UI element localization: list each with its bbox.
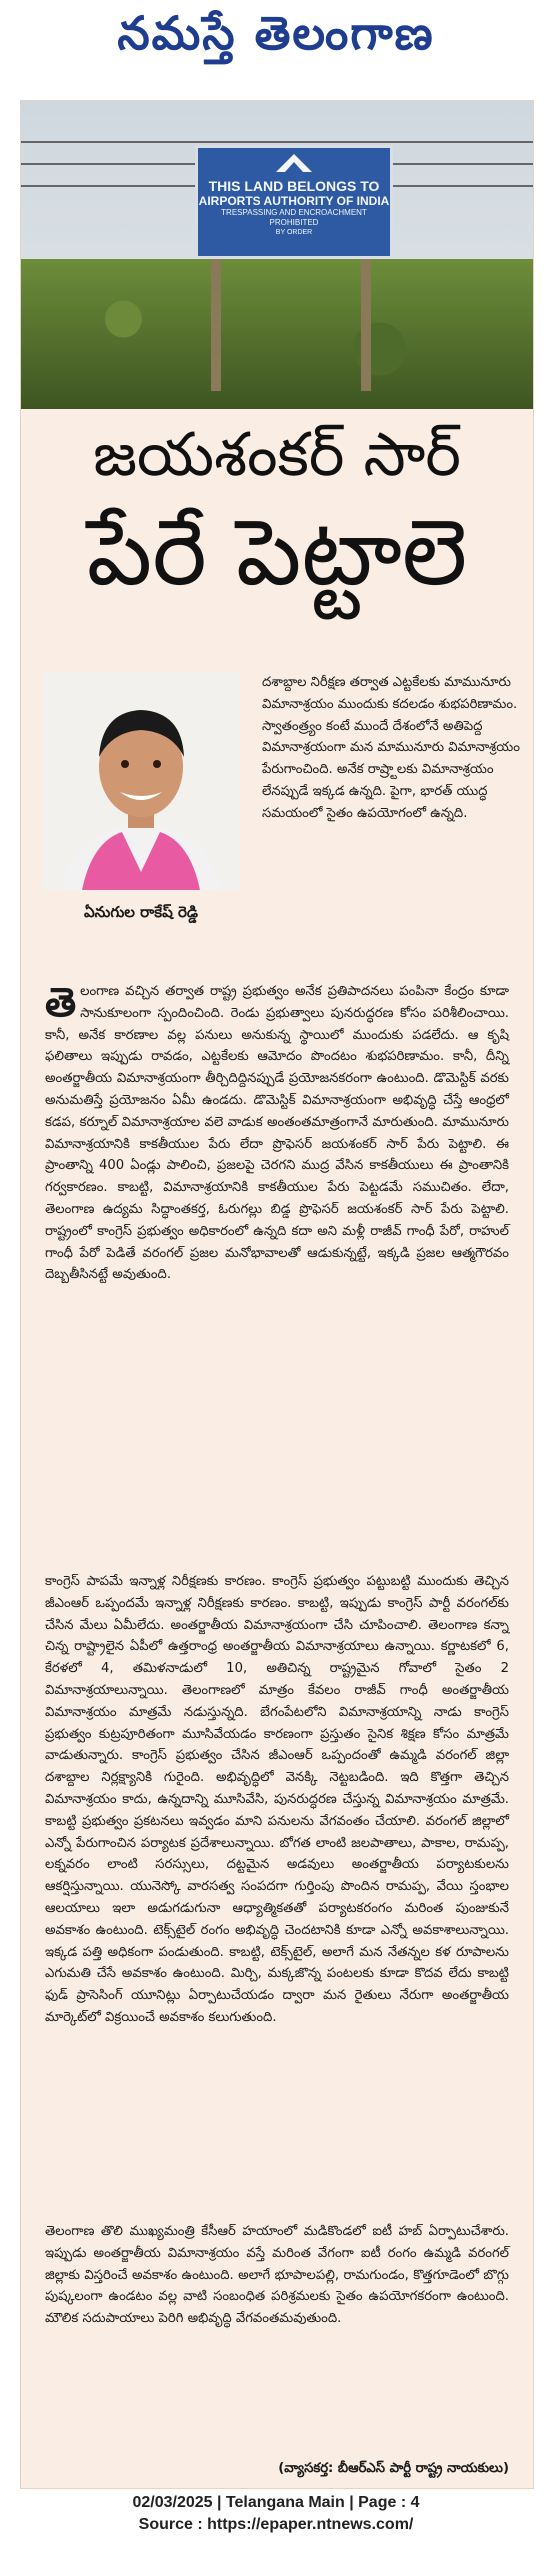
sign-line-4: BY ORDER (275, 229, 313, 236)
source-link[interactable]: Source : https://epaper.ntnews.com/ (138, 2516, 414, 2533)
headline-line-1: జయశంకర్ సార్ (93, 420, 461, 490)
edition-info: 02/03/2025 | Telangana Main | Page : 4 (132, 2494, 420, 2511)
author-byline: ఏనుగుల రాకేష్ రెడ్డి (83, 903, 199, 921)
pull-quote: దశాబ్దాల నిరీక్షణ తర్వాత ఎట్టకేలకు మామునూరు విమానాశ్రయం ముందుకు కదలడం శుభపరిణామం. స్వాతంత్ర్యం కంటే ముందే దేశంలోనే అతిపెద్ద విమానాశ్రయంగా మన మామునూరు విమానాశ్రయం పేరుగాంచింది. అనేక రాష్ర్టాలకు విమానాశ్రయం లేనప్పుడే ఇక్కడ ఉన్నది. పైగా, భారత్ యుద్ధ సమయంలో సైతం ఉపయోగంలో ఉన్నది. (262, 675, 520, 821)
grass-bushes (21, 259, 533, 409)
author-portrait-illustration (42, 672, 240, 890)
paragraph-text: లంగాణ వచ్చిన తర్వాత రాష్ట్ర ప్రభుత్వం అనేక ప్రతిపాదనలు పంపినా కేంద్రం కూడా సానుకూలంగా స్పందించింది. రెండు ప్రభుత్వాలు పునరుద్ధరణ కోసం పరిశీలించాయి. కానీ, అనేక కారణాల వల్ల పనులు అనుకున్న స్థాయిలో ముందుకు పడలేదు. ఆ కృషి ఫలితాలు ఇప్పుడు రావడం, ఎట్టకేలకు ఆమోదం పొందటం శుభపరిణామం. కానీ, దీన్ని అంతర్జాతీయ విమానాశ్రయంగా తీర్చిదిద్దినప్పుడే ప్రయోజనకరంగా ఉంటుంది. డొమెస్టిక్ వరకు అనుమతిస్తే ప్రయోజనం ఏమీ ఉండదు. డొమెస్టిక్ విమానాశ్రయంగా అభివృద్ధి చేస్తే ఆంధ్రలో కడప, కర్నూల్ విమానాశ్రయాల వలె వాడుక అంతంతమాత్రంగానే మారుతుంది. మామునూరు విమానాశ్రయానికి కాకతీయుల పేరు లేదా ప్రొఫెసర్ జయశంకర్ సార్ పేరు పెట్టాలి. ఈ ప్రాంతాన్ని 400 ఏండ్లు పాలించి, ప్రజలపై చెరగని ముద్ర వేసిన కాకతీయులు ఈ ప్రాంతానికి గర్వకారణం. కాబట్టి, విమానాశ్రయానికి కాకతీయుల పేరు పెట్టడమే సముచితం. లేదా, తెలంగాణ ఉద్యమ సిద్ధాంతకర్త, ఓరుగల్లు బిడ్డ ప్రొఫెసర్ జయశంకర్ సార్ పేరు పెట్టాలి. రాష్ట్రంలో కాంగ్రెస్ ప్రభుత్వం అధికారంలో ఉన్నది కదా అని మళ్లీ రాజీవ్ గాంధీ పేరో, రాహుల్ గాంధీ పేరో పెడితే వరంగల్ ప్రజల మనోభావాలతో ఆడుకున్నట్టే, ఇక్కడి ప్రజల ఆత్మగౌరవం దెబ్బతీసినట్టే అవుతుంది. (45, 984, 509, 1283)
article-paragraph-3: తెలంగాణ తొలి ముఖ్యమంత్రి కేసీఆర్ హయాంలో మడికొండలో ఐటీ హబ్ ఏర్పాటుచేశారు. ఇప్పుడు అంతర్జాతీయ విమానాశ్రయం వస్తే మరింత వేగంగా ఐటీ రంగం ఉమ్మడి వరంగల్ జిల్లాకు విస్తరించే అవకాశం ఉంటుంది. అలాగే భూపాలపల్లి, రామగుండం, కొత్తగూడెంలో బొగ్గు పుష్కలంగా ఉండటం వల్ల వాటి సంబంధిత పరిశ్రమలకు సైతం ఉపయోగకరంగా ఉంటుంది. మౌలిక సదుపాయాలు పెరిగి అభివృద్ధి వేగవంతమవుతుంది. (45, 2224, 509, 2327)
aai-logo-icon (276, 154, 312, 172)
article-clipping (20, 100, 534, 2489)
drop-cap: తె (45, 980, 77, 1026)
headline-line-2: పేరే పెట్టాలె (86, 499, 468, 606)
sign-line-3: TRESPASSING AND ENCROACHMENT PROHIBITED (221, 208, 367, 227)
article-paragraph-1 (45, 981, 509, 1286)
sign-line-2: AIRPORTS AUTHORITY OF INDIA (198, 194, 390, 208)
masthead (0, 0, 552, 78)
author-footnote: (వ్యాసకర్త: బీఆర్‌ఎస్ పార్టీ రాష్ట్ర నాయకులు) (278, 2461, 509, 2476)
sign-line-1: THIS LAND BELONGS TO (208, 178, 380, 194)
newspaper-logo: నమస్తే తెలంగాణ (117, 6, 435, 60)
airport-land-photo (21, 101, 533, 409)
airport-authority-sign (195, 145, 393, 259)
barbed-wire (21, 141, 533, 143)
article-paragraph-2: కాంగ్రెస్ పాపమే ఇన్నాళ్ల నిరీక్షణకు కారణం. కాంగ్రెస్ ప్రభుత్వం పట్టుబట్టి ముందుకు తెచ్చిన జీఎంఆర్ ఒప్పందమే ఇన్నాళ్ల నిరీక్షణకు కారణం. కాబట్టి, ఇప్పుడు కాంగ్రెస్ పార్టీ వరంగల్‌కు చేసిన మేలు ఏమీలేదు. అంతర్జాతీయ విమానాశ్రయంగా చేసి చూపించాలి. తెలంగాణ కన్నా చిన్న రాష్ట్రాలైన ఏపీలో ఉత్తరాంధ్ర అంతర్జాతీయ విమానాశ్రయాలు ఉన్నాయి. కర్ణాటకలో 6, కేరళలో 4, తమిళనాడులో 10, అతిచిన్న రాష్ట్రమైన గోవాలో సైతం 2 విమానాశ్రయాలున్నాయి. తెలంగాణలో మాత్రం కేవలం రాజీవ్ గాంధీ అంతర్జాతీయ విమానాశ్రయం మాత్రమే నడుస్తున్నది. బేగంపేటలోని విమానాశ్రయాన్ని నాడు కాంగ్రెస్ ప్రభుత్వం కుట్రపూరితంగా మూసివేయడం కారణంగా ప్రస్తుతం సైనిక శిక్షణ కోసం మాత్రమే వాడుతున్నారు. కాంగ్రెస్ ప్రభుత్వం చేసిన జీఎంఆర్ ఒప్పందంతో ఉమ్మడి వరంగల్ జిల్లా దశాబ్దాల నిర్లక్ష్యానికి గురైంది. అభివృద్ధిలో వెనక్కి నెట్టబడింది. ఇది కొత్తగా తెచ్చిన విమానాశ్రయం కాదు, ఉన్నదాన్ని మూసివేసి, పునరుద్ధరణ చేస్తున్న విమానాశ్రయం మాత్రమే. కాబట్టి ప్రభుత్వం ప్రకటనలు ఇవ్వడం మాని పనులను వేగవంతం చేయాలి. వరంగల్ జిల్లాలో ఎన్నో పేరుగాంచిన పర్యాటక ప్రదేశాలున్నాయి. బోగత లాంటి జలపాతాలు, పాకాల, రామప్ప, లక్నవరం లాంటి సరస్సులు, దట్టమైన అడవులు అంతర్జాతీయ పర్యాటకులను ఆకర్షిస్తున్నాయి. యునెస్కో వారసత్వ సంపదగా గుర్తింపు పొందిన రామప్ప, వేయి స్తంభాల ఆలయాలు ఇలా అడుగడుగునా ఆధ్యాత్మికతతో పర్యాటకరంగం మరింత పుంజుకునే అవకాశం ఉంటుంది. టెక్స్‌టైల్ రంగం అభివృద్ధి చెందటానికి కూడా ఎన్నో అవకాశాలున్నాయి. ఇక్కడ పత్తి అధికంగా పండుతుంది. కాబట్టి, టెక్స్‌టైల్, అలాగే మన నేతన్నల కళ రూపాలను ఎగుమతి చేసే అవకాశం ఉంటుంది. మిర్చి, మక్కజొన్న పంటలకు కూడా కొదవ లేదు కాబట్టి ఫుడ్ ప్రాసెసింగ్ యూనిట్లు ఏర్పాటుచేయడం ద్వారా మన రైతులు నేరుగా అంతర్జాతీయ మార్కెట్‌లో విక్రయించే అవకాశం కలుగుతుంది. (45, 1574, 509, 2025)
page-footer (0, 2492, 552, 2536)
author-photo (42, 672, 240, 890)
